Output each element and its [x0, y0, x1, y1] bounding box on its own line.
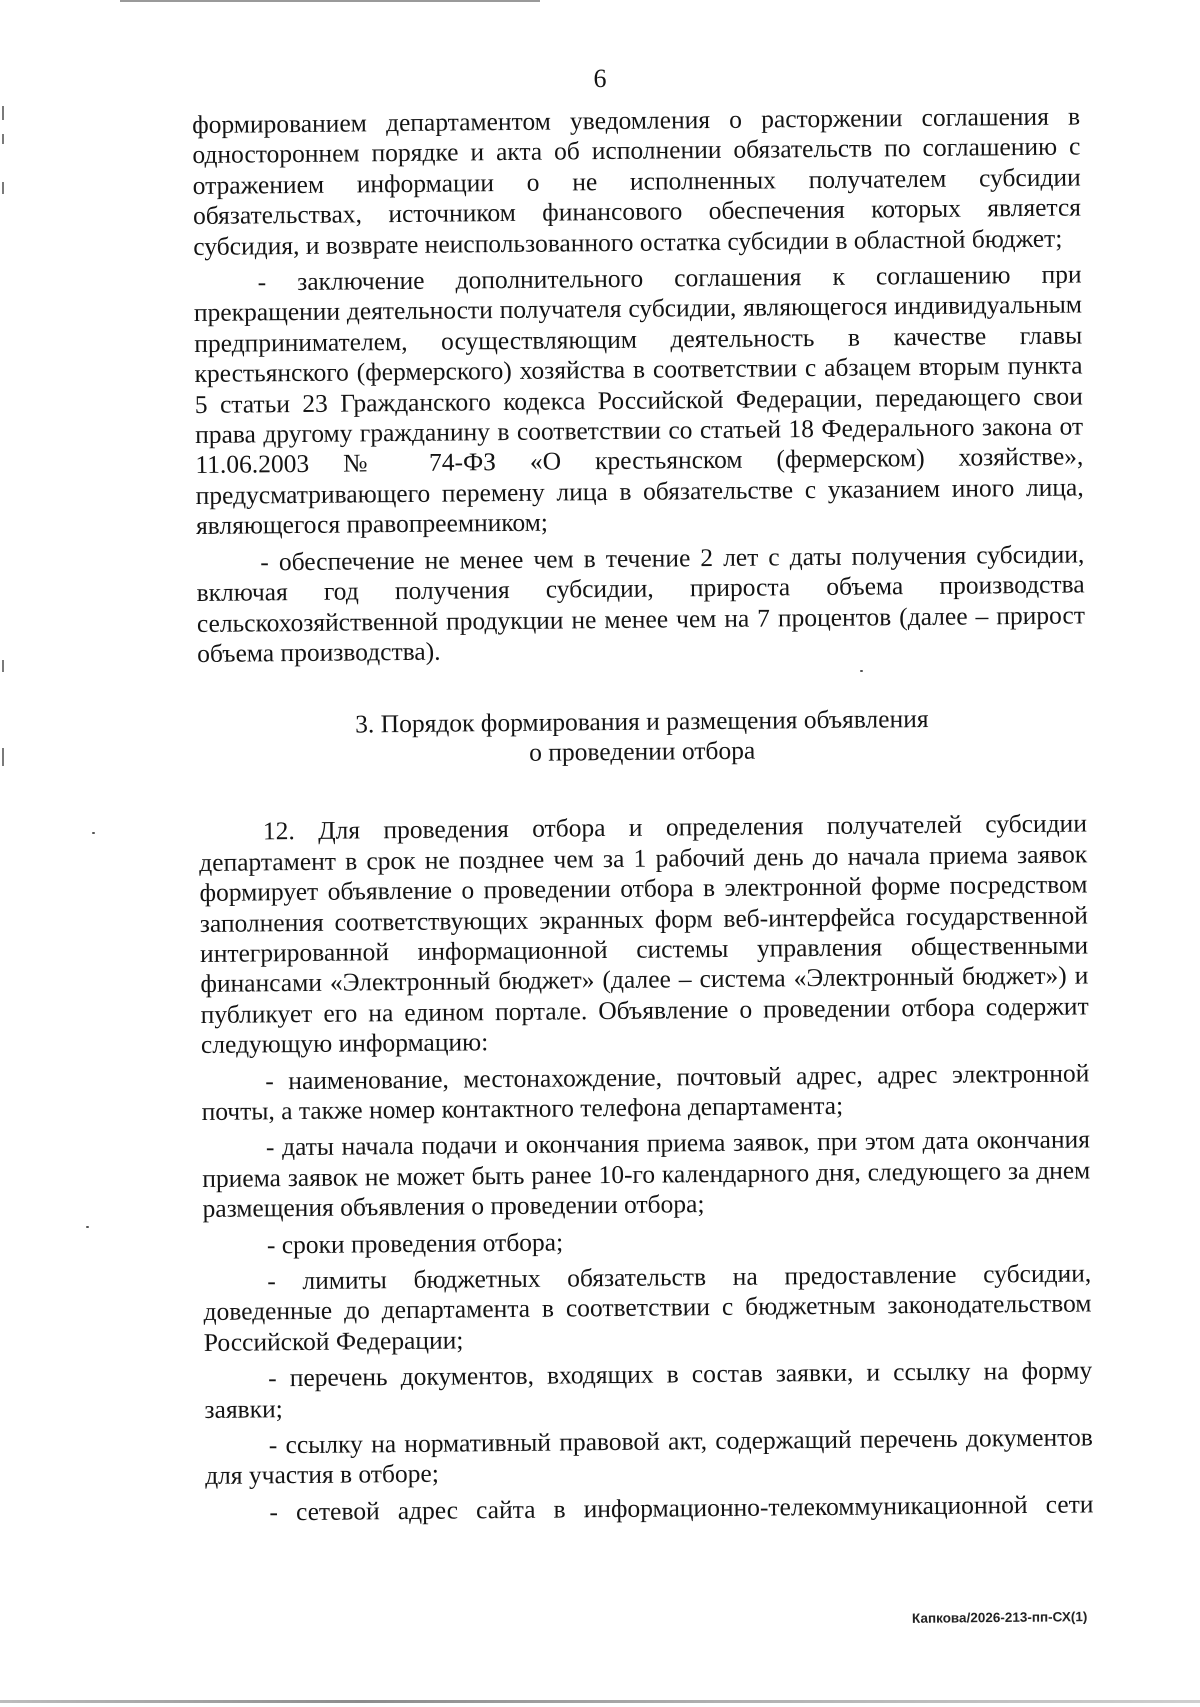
paragraph: - лимиты бюджетных обязательств на предоставление субсидии, доведенные до департамента в соответствии с бюджетным законодательством Российской Федерации;: [203, 1258, 1092, 1357]
scan-margin-mark: [2, 182, 4, 194]
paragraph: - заключение дополнительного соглашения к соглашению при прекращении деятельности получателя субсидии, являющегося индивидуальным предпринимателем, осуществляющим деятельность в качестве главы крестьянского (фермерского) хозяйства в соответствии с абзацем вторым пункта 5 статьи 23 Гражданского кодекса Российской Федерации, передающего свои права другому гражданину в соответствии со статьей 18 Федерального закона от 11.06.2003 № 74-ФЗ «О крестьянском (фермерском) хозяйстве», предусматривающего перемену лица в обязательстве с указанием иного лица, являющегося правопреемником;: [193, 259, 1084, 541]
scan-margin-mark: [2, 660, 4, 672]
document-code: Капкова/2026-213-пп-СХ(1): [911, 1609, 1088, 1626]
paragraph: - сетевой адрес сайта в информационно-телекоммуникационной сети: [269, 1489, 1094, 1527]
document-body: [192, 101, 1094, 1528]
scan-margin-mark: [2, 106, 4, 120]
paragraph: - обеспечение не менее чем в течение 2 лет с даты получения субсидии, включая год получения субсидии, прироста объема производства сельскохозяйственной продукции не менее чем на 7 процентов (далее – прирост объема производства).: [196, 539, 1086, 668]
section-heading-line: о проведении отбора: [528, 735, 756, 768]
scan-margin-mark: [2, 748, 4, 766]
paragraph: формированием департаментом уведомления о расторжении соглашения в одностороннем порядке и акта об исполнении обязательств по соглашению с отражением информации о не исполненных получателем субсидии обязательствах, источником финансового обеспечения которых является субсидия, и возврате неиспользованного остатка субсидии в областной бюджет;: [192, 101, 1082, 261]
section-heading: [198, 703, 1087, 772]
paragraph: - сроки проведения отбора;: [266, 1227, 564, 1259]
scan-edge-line: [120, 0, 540, 2]
paragraph-group-announcement: [199, 809, 1094, 1528]
paragraph: 12. Для проведения отбора и определения получателей субсидии департамент в срок не позднее чем за 1 рабочий день до начала приема заявок формирует объявление о проведении отбора в электронной форме посредством заполнения соответствующих экранных форм веб-интерфейса государственной интегрированной информационной системы управления общественными финансами «Электронный бюджет» (далее – система «Электронный бюджет») и публикует его на едином портале. Объявление о проведении отбора содержит следующую информацию:: [199, 808, 1089, 1060]
page-number: 6: [593, 64, 607, 93]
paragraph-group-obligations: [192, 101, 1085, 669]
section-heading-line: 3. Порядок формирования и размещения объявления: [355, 704, 929, 739]
paragraph: - даты начала подачи и окончания приема заявок, при этом дата окончания приема заявок не может быть ранее 10-го календарного дня, следующего за днем размещения объявления о проведении отбора;: [202, 1124, 1091, 1224]
scan-edge-line: [0, 1700, 1200, 1703]
paragraph: - ссылку на нормативный правовой акт, содержащий перечень документов для участия в отборе;: [204, 1422, 1093, 1491]
paragraph: - наименование, местонахождение, почтовый адрес, адрес электронной почты, а также номер контактного телефона департамента;: [201, 1057, 1090, 1126]
paragraph: - перечень документов, входящих в состав заявки, и ссылку на форму заявки;: [204, 1355, 1093, 1424]
scan-speck: [92, 832, 95, 834]
scan-margin-mark: [2, 134, 4, 144]
scan-speck: [86, 1226, 89, 1228]
